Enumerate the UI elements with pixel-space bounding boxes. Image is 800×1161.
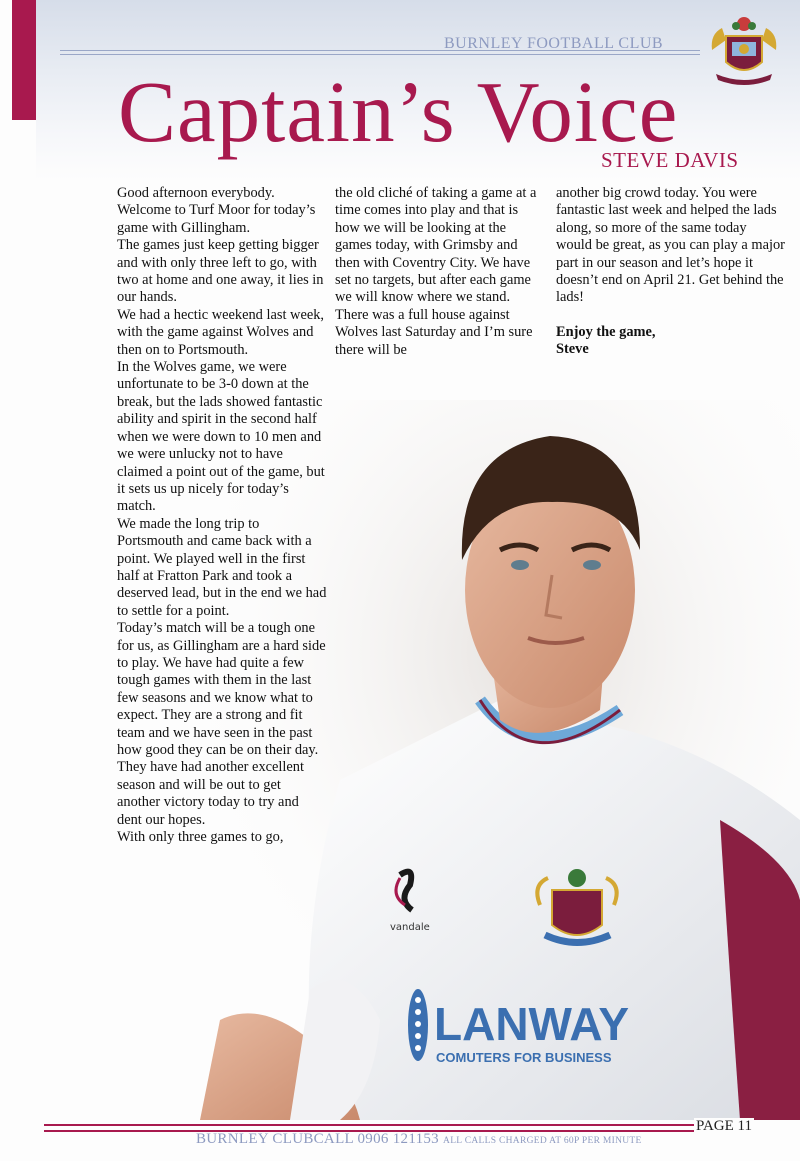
article-column-2 [335,185,540,359]
page-number: PAGE 11 [696,1118,752,1134]
svg-text:vandale: vandale [390,922,430,933]
accent-bar [12,0,36,120]
article-paragraph: Today’s match will be a tough one for us, as Gillingham are a hard side to play. We have had quite a few tough games with them in the last few seasons and we know what to expect. They are a strong and fit team and we have seen in the past how good they can be on their day. They have had another excellent season and will be out to get another victory today to try and dent our hopes. [117,620,326,828]
svg-text:COMUTERS FOR BUSINESS: COMUTERS FOR BUSINESS [436,1050,612,1065]
clubcall-line [196,1131,642,1148]
clubcall-number: BURNLEY CLUBCALL 0906 121153 [196,1131,439,1147]
article-column-1 [117,185,327,846]
article-paragraph: We made the long trip to Portsmouth and came back with a point. We played well in the first half at Fratton Park and took a deserved lead, but in the end we had to settle for a point. [117,515,327,619]
sponsor-logo [408,989,629,1065]
article-column-3 [556,185,786,359]
call-charges: ALL CALLS CHARGED AT 60P PER MINUTE [443,1136,642,1146]
article-paragraph: In the Wolves game, we were unfortunate to be 3-0 down at the break, but the lads showed fantastic ability and spirit in the second half when we were down to 10 men and we were unlucky not to have claimed a point out of the game, but it sets us up nicely for today’s match. [117,359,325,515]
club-name: BURNLEY FOOTBALL CLUB [444,35,664,52]
page-title: Captain’s Voice [118,63,679,160]
article-paragraph: We had a hectic weekend last week, with the game against Wolves and then on to Portsmouth. [117,306,325,358]
signoff-line: Enjoy the game, [556,323,656,340]
article-paragraph: The games just keep getting bigger and with only three left to go, with two at home and one away, it lies in our hands. [117,237,324,306]
article-paragraph: There was a full house against Wolves last Saturday and I’m sure there will be [335,306,533,358]
author-byline: STEVE DAVIS [601,148,739,172]
club-crest-icon [706,14,782,88]
article-paragraph: With only three games to go, [117,829,284,846]
signoff-name: Steve [556,341,589,358]
article-paragraph: the old cliché of taking a game at a time comes into play and that is how we will be looking at the games today, with Grimsby and then with Coventry City. We have set no targets, but after each game we will know where we stand. [335,185,537,306]
article-paragraph: another big crowd today. You were fantastic last week and helped the lads along, so more of the same today would be great, as you can play a major part in our season and let’s hope it doesn’t end on April 21. Get behind the lads! [556,185,785,306]
svg-text:LANWAY: LANWAY [434,998,630,1050]
article-paragraph: Good afternoon everybody. Welcome to Turf Moor for today’s game with Gillingham. [117,185,316,236]
